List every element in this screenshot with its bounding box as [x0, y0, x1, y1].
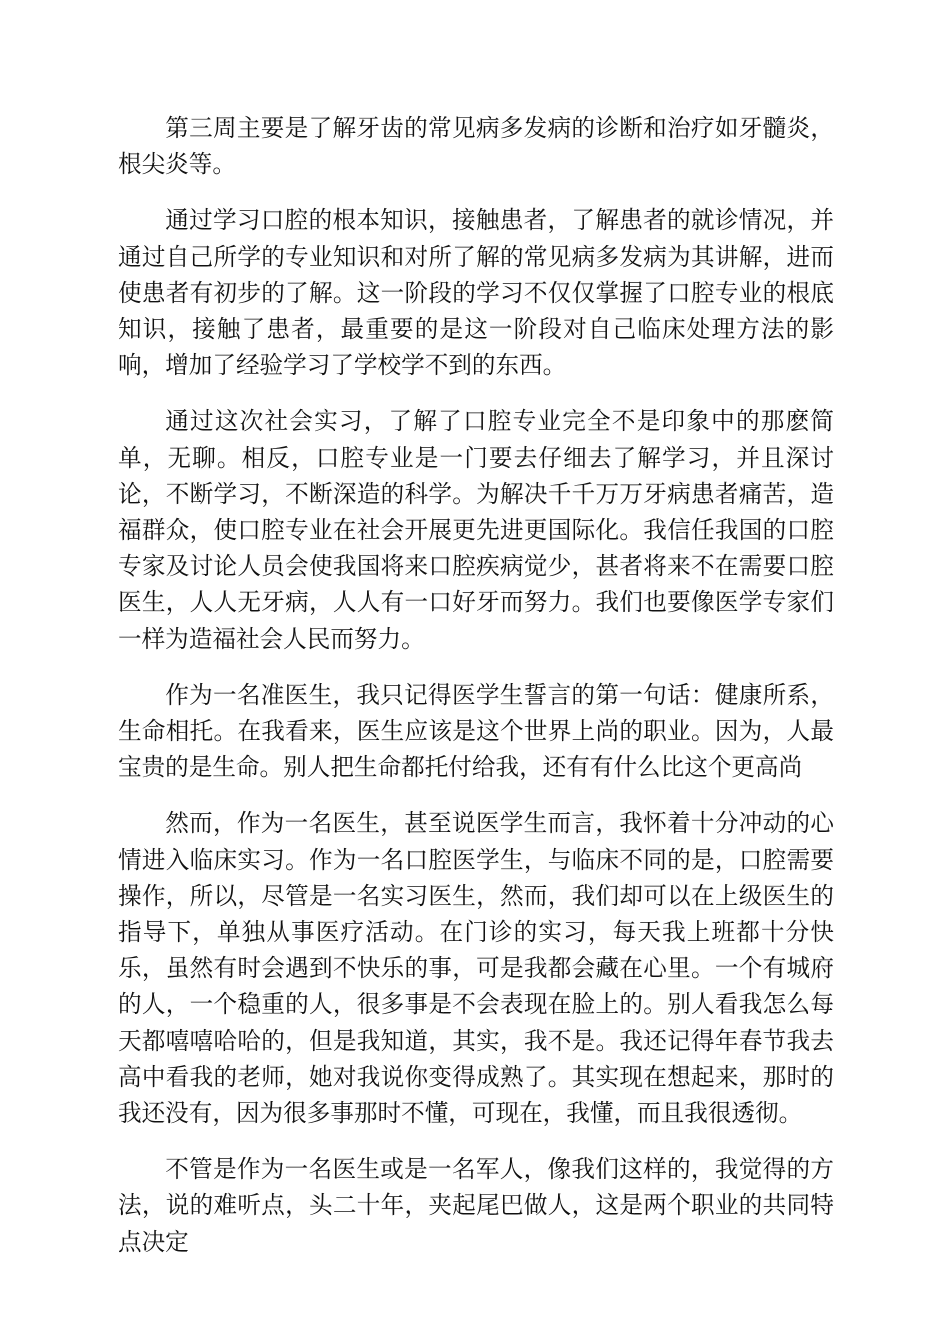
paragraph-3: 通过这次社会实习，了解了口腔专业完全不是印象中的那麽简单，无聊。相反，口腔专业是一门要去仔细去了解学习，并且深讨论，不断学习，不断深造的科学。为解决千千万万牙病患者痛苦，造福群众，使口腔专业在社会开展更先进更国际化。我信任我国的口腔专家及讨论人员会使我国将来口腔疾病觉少，甚者将来不在需要口腔医生，人人无牙病，人人有一口好牙而努力。我们也要像医学专家们一样为造福社会人民而努力。: [118, 407, 834, 653]
paragraph-2: 通过学习口腔的根本知识，接触患者，了解患者的就诊情况，并通过自己所学的专业知识和对所了解的常见病多发病为其讲解，进而使患者有初步的了解。这一阶段的学习不仅仅掌握了口腔专业的根底知识，接触了患者，最重要的是这一阶段对自己临床处理方法的影响，增加了经验学习了学校学不到的东西。: [118, 206, 834, 380]
paragraph-6: 不管是作为一名医生或是一名军人，像我们这样的，我觉得的方法，说的难听点，头二十年，夹起尾巴做人，这是两个职业的共同特点决定: [118, 1155, 834, 1256]
paragraph-1: 第三周主要是了解牙齿的常见病多发病的诊断和治疗如牙髓炎，根尖炎等。: [118, 114, 834, 179]
document-body: [118, 110, 834, 1280]
paragraph-4: 作为一名准医生，我只记得医学生誓言的第一句话：健康所系，生命相托。在我看来，医生应该是这个世界上尚的职业。因为，人最宝贵的是生命。别人把生命都托付给我，还有有什么比这个更高尚: [118, 680, 834, 782]
paragraph-5: 然而，作为一名医生，甚至说医学生而言，我怀着十分冲动的心情进入临床实习。作为一名口腔医学生，与临床不同的是，口腔需要操作，所以，尽管是一名实习医生，然而，我们却可以在上级医生的指导下，单独从事医疗活动。在门诊的实习，每天我上班都十分快乐，虽然有时会遇到不快乐的事，可是我都会藏在心里。一个有城府的人，一个稳重的人，很多事是不会表现在脸上的。别人看我怎么每天都嘻嘻哈哈的，但是我知道，其实，我不是。我还记得年春节我去高中看我的老师，她对我说你变得成熟了。其实现在想起来，那时的我还没有，因为很多事那时不懂，可现在，我懂，而且我很透彻。: [118, 809, 834, 1128]
